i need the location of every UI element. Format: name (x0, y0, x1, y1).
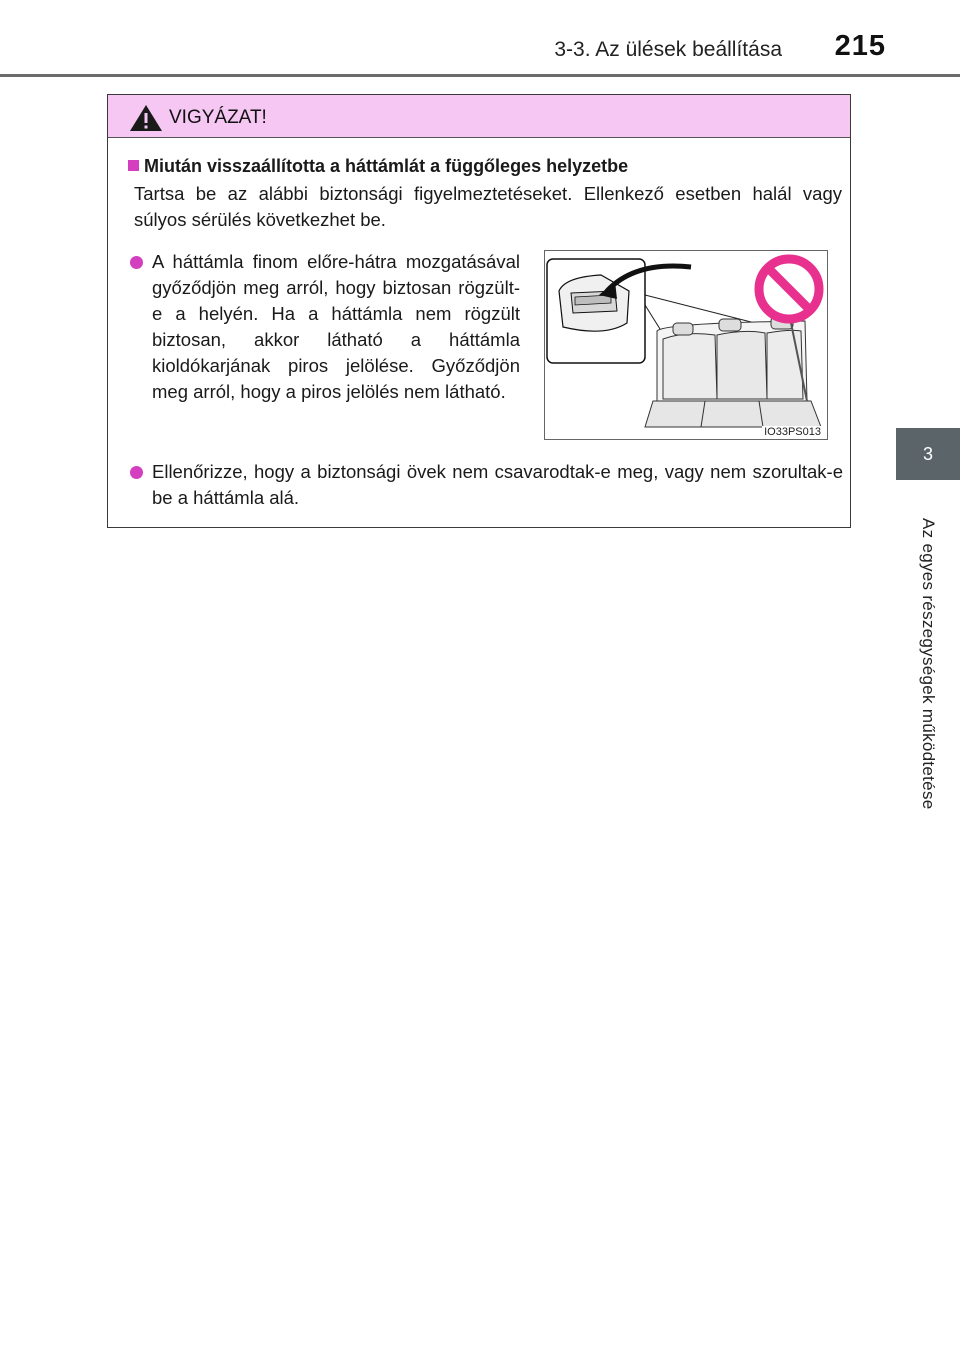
chapter-title: Az egyes részegységek működtetése (919, 518, 938, 810)
section-title: 3-3. Az ülések beállítása (554, 38, 782, 61)
bullet-item (130, 249, 520, 405)
seat-illustration (544, 250, 828, 440)
warning-triangle-icon (128, 103, 164, 133)
caution-title: VIGYÁZAT! (169, 107, 267, 128)
bullet-item (130, 459, 843, 511)
header-divider (0, 74, 960, 77)
rear-seat (645, 317, 821, 427)
chapter-tab[interactable] (896, 428, 960, 480)
square-bullet-icon (128, 160, 139, 171)
caution-header (108, 95, 850, 138)
chapter-number: 3 (922, 443, 933, 464)
prohibited-icon (759, 259, 819, 319)
bullet-dot-icon (130, 256, 143, 269)
bullet-dot-icon (130, 466, 143, 479)
bullet-text: A háttámla finom előre-hátra mozgatásával győződjön meg arról, hogy biztosan rögzült-e a helyén. Ha a háttámla nem rögzült biztosan, akkor látható a háttámla kioldókarjának piros jelölése. Győződjön meg arról, hogy a piros jelölés nem látható. (152, 251, 520, 402)
caution-box (107, 94, 851, 528)
rear-seat-illustration (545, 251, 827, 439)
chapter-title-container (896, 482, 960, 882)
caution-heading (128, 156, 628, 177)
page-number: 215 (834, 30, 886, 62)
illustration-code: IO33PS013 (764, 426, 821, 438)
caution-heading-text: Miután visszaállította a háttámlát a függőleges helyzetbe (144, 156, 629, 176)
caution-intro: Tartsa be az alábbi biztonsági figyelmeztetéseket. Ellenkező esetben halál vagy súlyos sérülés következhet be. (134, 183, 842, 230)
bullet-text: Ellenőrizze, hogy a biztonsági övek nem csavarodtak-e meg, vagy nem szorultak-e be a háttámla alá. (152, 461, 843, 508)
